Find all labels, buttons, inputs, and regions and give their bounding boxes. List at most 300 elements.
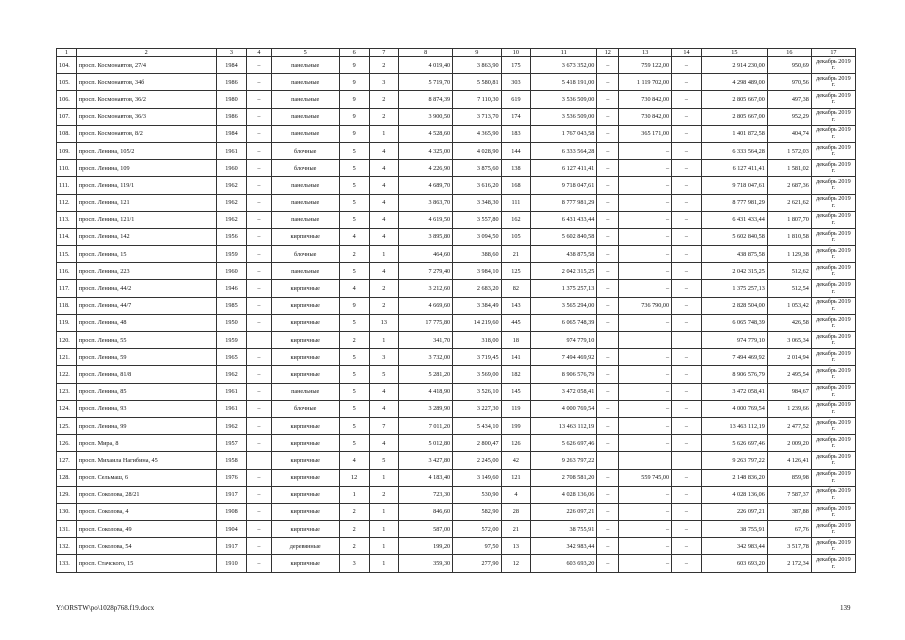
- cell-col-14: –: [672, 194, 702, 211]
- cell-owners-share: 5 602 840,58: [701, 228, 767, 245]
- cell-build-year: 1910: [216, 555, 247, 572]
- cell-living-area: 5 434,10: [453, 417, 501, 434]
- cell-deadline: декабрь 2019 г.: [811, 349, 855, 366]
- cell-wall-material: панельные: [271, 91, 339, 108]
- cell-living-area: 2 245,00: [453, 452, 501, 469]
- cell-fund-share: –: [619, 435, 672, 452]
- cell-entrances: 1: [369, 503, 399, 520]
- table-row: [57, 211, 856, 228]
- cell-col-14: –: [672, 469, 702, 486]
- cell-col-4: –: [247, 503, 271, 520]
- cell-build-year: 1986: [216, 108, 247, 125]
- cell-fund-share: –: [619, 263, 672, 280]
- cell-total-cost: 3 536 509,00: [531, 108, 597, 125]
- cell-fund-share: –: [619, 314, 672, 331]
- column-number-8: 8: [399, 49, 453, 57]
- cell-residents: 182: [501, 366, 531, 383]
- cell-wall-material: блочные: [271, 142, 339, 159]
- cell-floors: 12: [339, 469, 369, 486]
- cell-cost-per-sqm: 512,54: [767, 280, 811, 297]
- cell-floors: 9: [339, 57, 369, 74]
- cell-col-4: –: [247, 469, 271, 486]
- table-row: [57, 366, 856, 383]
- cell-floors: 9: [339, 108, 369, 125]
- table-row: [57, 452, 856, 469]
- cell-col-4: –: [247, 263, 271, 280]
- cell-wall-material: кирпичные: [271, 314, 339, 331]
- cell-owners-share: 4 298 489,00: [701, 74, 767, 91]
- cell-fund-share: –: [619, 417, 672, 434]
- cell-col-14: –: [672, 417, 702, 434]
- cell-residents: 12: [501, 555, 531, 572]
- cell-cost-per-sqm: 404,74: [767, 125, 811, 142]
- cell-col-14: –: [672, 246, 702, 263]
- cell-build-year: 1958: [216, 452, 247, 469]
- cell-col-12: –: [597, 228, 619, 245]
- cell-col-12: –: [597, 366, 619, 383]
- cell-build-year: 1904: [216, 521, 247, 538]
- cell-total-cost: 8 777 981,29: [531, 194, 597, 211]
- cell-total-cost: 8 906 576,79: [531, 366, 597, 383]
- cell-total-area: 341,70: [399, 332, 453, 349]
- cell-living-area: 3 227,30: [453, 400, 501, 417]
- cell-row-number: 120.: [57, 332, 77, 349]
- cell-floors: 5: [339, 400, 369, 417]
- cell-deadline: декабрь 2019 г.: [811, 314, 855, 331]
- cell-cost-per-sqm: 952,29: [767, 108, 811, 125]
- cell-col-14: –: [672, 57, 702, 74]
- cell-living-area: 3 713,70: [453, 108, 501, 125]
- column-number-12: 12: [597, 49, 619, 57]
- cell-cost-per-sqm: 2 687,36: [767, 177, 811, 194]
- cell-living-area: 4 365,90: [453, 125, 501, 142]
- cell-deadline: декабрь 2019 г.: [811, 469, 855, 486]
- cell-deadline: декабрь 2019 г.: [811, 555, 855, 572]
- cell-cost-per-sqm: 3 517,78: [767, 538, 811, 555]
- cell-total-cost: 9 263 797,22: [531, 452, 597, 469]
- cell-owners-share: 603 693,20: [701, 555, 767, 572]
- cell-col-12: –: [597, 74, 619, 91]
- cell-address: просп. Космонавтов, 27/4: [76, 57, 216, 74]
- cell-total-area: 4 418,90: [399, 383, 453, 400]
- cell-owners-share: 974 779,10: [701, 332, 767, 349]
- cell-owners-share: 2 148 836,20: [701, 469, 767, 486]
- cell-residents: 42: [501, 452, 531, 469]
- cell-total-area: 4 226,90: [399, 160, 453, 177]
- table-row: [57, 194, 856, 211]
- cell-col-4: –: [247, 521, 271, 538]
- cell-owners-share: 2 914 230,00: [701, 57, 767, 74]
- cell-fund-share: –: [619, 538, 672, 555]
- table-row: [57, 228, 856, 245]
- cell-build-year: 1908: [216, 503, 247, 520]
- cell-address: просп. Ленина, 121/1: [76, 211, 216, 228]
- cell-row-number: 124.: [57, 400, 77, 417]
- cell-total-cost: 342 983,44: [531, 538, 597, 555]
- cell-fund-share: –: [619, 503, 672, 520]
- cell-owners-share: 6 127 411,41: [701, 160, 767, 177]
- cell-build-year: 1965: [216, 349, 247, 366]
- cell-address: просп. Ленина, 44/7: [76, 297, 216, 314]
- cell-fund-share: –: [619, 194, 672, 211]
- cell-residents: 125: [501, 263, 531, 280]
- cell-total-area: 3 895,80: [399, 228, 453, 245]
- cell-address: просп. Ленина, 81/8: [76, 366, 216, 383]
- cell-fund-share: –: [619, 486, 672, 503]
- cell-entrances: 4: [369, 211, 399, 228]
- cell-entrances: 7: [369, 417, 399, 434]
- cell-total-cost: 4 028 136,06: [531, 486, 597, 503]
- cell-col-14: –: [672, 211, 702, 228]
- cell-col-12: [597, 332, 619, 349]
- cell-living-area: 3 875,60: [453, 160, 501, 177]
- cell-owners-share: 2 828 504,00: [701, 297, 767, 314]
- cell-cost-per-sqm: 2 495,54: [767, 366, 811, 383]
- table-row: [57, 503, 856, 520]
- column-number-9: 9: [453, 49, 501, 57]
- cell-col-14: –: [672, 177, 702, 194]
- cell-col-12: –: [597, 142, 619, 159]
- cell-residents: 119: [501, 400, 531, 417]
- cell-total-area: 3 863,70: [399, 194, 453, 211]
- cell-living-area: 388,60: [453, 246, 501, 263]
- cell-wall-material: панельные: [271, 108, 339, 125]
- cell-total-area: 4 325,00: [399, 142, 453, 159]
- cell-living-area: 3 984,10: [453, 263, 501, 280]
- cell-total-area: 846,60: [399, 503, 453, 520]
- cell-fund-share: 736 790,00: [619, 297, 672, 314]
- cell-address: просп. Космонавтов, 8/2: [76, 125, 216, 142]
- cell-deadline: декабрь 2019 г.: [811, 435, 855, 452]
- cell-fund-share: –: [619, 280, 672, 297]
- cell-build-year: 1980: [216, 91, 247, 108]
- cell-total-cost: 7 494 469,92: [531, 349, 597, 366]
- cell-living-area: 277,90: [453, 555, 501, 572]
- cell-owners-share: 2 042 315,25: [701, 263, 767, 280]
- cell-owners-share: 226 097,21: [701, 503, 767, 520]
- cell-living-area: 2 800,47: [453, 435, 501, 452]
- cell-deadline: декабрь 2019 г.: [811, 280, 855, 297]
- cell-wall-material: панельные: [271, 263, 339, 280]
- cell-cost-per-sqm: 2 621,62: [767, 194, 811, 211]
- cell-owners-share: 6 065 748,39: [701, 314, 767, 331]
- cell-col-4: –: [247, 400, 271, 417]
- cell-floors: 2: [339, 538, 369, 555]
- cell-total-area: 359,30: [399, 555, 453, 572]
- cell-build-year: 1962: [216, 417, 247, 434]
- cell-entrances: 4: [369, 400, 399, 417]
- cell-residents: 18: [501, 332, 531, 349]
- cell-row-number: 114.: [57, 228, 77, 245]
- cell-address: просп. Ленина, 85: [76, 383, 216, 400]
- table-row: [57, 383, 856, 400]
- cell-owners-share: 8 906 576,79: [701, 366, 767, 383]
- cell-col-12: –: [597, 194, 619, 211]
- cell-col-14: –: [672, 366, 702, 383]
- cell-row-number: 131.: [57, 521, 77, 538]
- cell-deadline: декабрь 2019 г.: [811, 383, 855, 400]
- cell-fund-share: –: [619, 521, 672, 538]
- cell-col-12: –: [597, 555, 619, 572]
- cell-floors: 5: [339, 314, 369, 331]
- cell-fund-share: 365 171,00: [619, 125, 672, 142]
- table-row: [57, 142, 856, 159]
- housing-register-table: [56, 48, 856, 573]
- column-number-4: 4: [247, 49, 271, 57]
- cell-living-area: 3 719,45: [453, 349, 501, 366]
- cell-col-12: –: [597, 125, 619, 142]
- cell-col-14: –: [672, 521, 702, 538]
- cell-row-number: 106.: [57, 91, 77, 108]
- cell-fund-share: 730 842,00: [619, 108, 672, 125]
- cell-col-4: –: [247, 211, 271, 228]
- cell-address: просп. Ленина, 93: [76, 400, 216, 417]
- cell-residents: 168: [501, 177, 531, 194]
- cell-floors: 2: [339, 246, 369, 263]
- cell-build-year: 1962: [216, 211, 247, 228]
- cell-row-number: 118.: [57, 297, 77, 314]
- column-number-14: 14: [672, 49, 702, 57]
- cell-row-number: 129.: [57, 486, 77, 503]
- cell-total-area: 4 183,40: [399, 469, 453, 486]
- cell-total-cost: 4 000 769,54: [531, 400, 597, 417]
- cell-living-area: 3 616,20: [453, 177, 501, 194]
- cell-deadline: декабрь 2019 г.: [811, 142, 855, 159]
- cell-col-12: –: [597, 211, 619, 228]
- cell-owners-share: 8 777 981,29: [701, 194, 767, 211]
- cell-residents: 143: [501, 297, 531, 314]
- cell-entrances: 4: [369, 435, 399, 452]
- cell-floors: 2: [339, 332, 369, 349]
- cell-total-area: 17 775,80: [399, 314, 453, 331]
- cell-col-14: –: [672, 349, 702, 366]
- cell-cost-per-sqm: 1 807,70: [767, 211, 811, 228]
- cell-wall-material: деревянные: [271, 538, 339, 555]
- cell-deadline: декабрь 2019 г.: [811, 366, 855, 383]
- table-row: [57, 417, 856, 434]
- cell-address: просп. Мира, 8: [76, 435, 216, 452]
- cell-wall-material: кирпичные: [271, 228, 339, 245]
- cell-address: просп. Ленина, 55: [76, 332, 216, 349]
- cell-col-14: –: [672, 383, 702, 400]
- table-row: [57, 521, 856, 538]
- cell-owners-share: 9 263 797,22: [701, 452, 767, 469]
- cell-build-year: 1956: [216, 228, 247, 245]
- cell-col-14: –: [672, 142, 702, 159]
- cell-cost-per-sqm: 859,98: [767, 469, 811, 486]
- cell-fund-share: –: [619, 211, 672, 228]
- table-row: [57, 314, 856, 331]
- cell-total-cost: 1 375 257,13: [531, 280, 597, 297]
- cell-fund-share: 1 119 702,00: [619, 74, 672, 91]
- cell-owners-share: 5 626 697,46: [701, 435, 767, 452]
- cell-cost-per-sqm: 1 581,02: [767, 160, 811, 177]
- cell-entrances: 4: [369, 177, 399, 194]
- cell-owners-share: 7 494 469,92: [701, 349, 767, 366]
- cell-residents: 162: [501, 211, 531, 228]
- cell-address: просп. Ленина, 59: [76, 349, 216, 366]
- cell-fund-share: [619, 332, 672, 349]
- cell-wall-material: кирпичные: [271, 486, 339, 503]
- cell-cost-per-sqm: 950,69: [767, 57, 811, 74]
- cell-cost-per-sqm: 4 126,41: [767, 452, 811, 469]
- cell-entrances: 13: [369, 314, 399, 331]
- cell-entrances: 4: [369, 228, 399, 245]
- cell-col-14: –: [672, 503, 702, 520]
- cell-owners-share: 2 805 667,00: [701, 91, 767, 108]
- cell-build-year: 1917: [216, 538, 247, 555]
- cell-row-number: 133.: [57, 555, 77, 572]
- cell-wall-material: панельные: [271, 211, 339, 228]
- cell-total-cost: 5 602 840,58: [531, 228, 597, 245]
- cell-row-number: 108.: [57, 125, 77, 142]
- cell-row-number: 119.: [57, 314, 77, 331]
- cell-living-area: 97,50: [453, 538, 501, 555]
- cell-residents: 183: [501, 125, 531, 142]
- cell-col-12: –: [597, 383, 619, 400]
- cell-entrances: 2: [369, 57, 399, 74]
- cell-row-number: 110.: [57, 160, 77, 177]
- cell-living-area: 572,00: [453, 521, 501, 538]
- cell-wall-material: кирпичные: [271, 452, 339, 469]
- cell-wall-material: кирпичные: [271, 521, 339, 538]
- document-path: Y:\ORSTW\po\1028p768.f19.docx: [56, 604, 155, 612]
- cell-build-year: 1950: [216, 314, 247, 331]
- column-number-5: 5: [271, 49, 339, 57]
- cell-deadline: декабрь 2019 г.: [811, 263, 855, 280]
- cell-floors: 4: [339, 452, 369, 469]
- cell-owners-share: 13 463 112,19: [701, 417, 767, 434]
- cell-row-number: 122.: [57, 366, 77, 383]
- cell-build-year: 1957: [216, 435, 247, 452]
- table-row: [57, 125, 856, 142]
- cell-build-year: 1946: [216, 280, 247, 297]
- cell-address: просп. Соколова, 4: [76, 503, 216, 520]
- cell-total-area: 3 212,60: [399, 280, 453, 297]
- cell-cost-per-sqm: 1 053,42: [767, 297, 811, 314]
- cell-wall-material: блочные: [271, 246, 339, 263]
- cell-col-14: [672, 452, 702, 469]
- cell-floors: 4: [339, 228, 369, 245]
- cell-col-4: –: [247, 228, 271, 245]
- table-row: [57, 469, 856, 486]
- cell-row-number: 130.: [57, 503, 77, 520]
- cell-cost-per-sqm: 2 014,94: [767, 349, 811, 366]
- cell-entrances: 3: [369, 349, 399, 366]
- cell-floors: 5: [339, 177, 369, 194]
- cell-col-12: –: [597, 469, 619, 486]
- cell-row-number: 107.: [57, 108, 77, 125]
- cell-floors: 3: [339, 555, 369, 572]
- cell-col-14: –: [672, 538, 702, 555]
- cell-cost-per-sqm: 970,56: [767, 74, 811, 91]
- cell-living-area: 318,00: [453, 332, 501, 349]
- cell-entrances: 2: [369, 108, 399, 125]
- cell-col-14: –: [672, 297, 702, 314]
- cell-fund-share: –: [619, 228, 672, 245]
- cell-total-cost: 603 693,20: [531, 555, 597, 572]
- cell-col-4: –: [247, 125, 271, 142]
- cell-living-area: 4 028,90: [453, 142, 501, 159]
- cell-deadline: декабрь 2019 г.: [811, 452, 855, 469]
- cell-row-number: 109.: [57, 142, 77, 159]
- cell-total-cost: 6 431 433,44: [531, 211, 597, 228]
- cell-address: просп. Ленина, 99: [76, 417, 216, 434]
- cell-col-12: –: [597, 314, 619, 331]
- cell-address: просп. Соколова, 54: [76, 538, 216, 555]
- cell-row-number: 104.: [57, 57, 77, 74]
- cell-total-area: 5 719,70: [399, 74, 453, 91]
- cell-col-4: –: [247, 555, 271, 572]
- column-number-17: 17: [811, 49, 855, 57]
- cell-entrances: 1: [369, 246, 399, 263]
- cell-col-12: –: [597, 349, 619, 366]
- cell-total-cost: 9 718 047,61: [531, 177, 597, 194]
- cell-col-4: –: [247, 297, 271, 314]
- cell-build-year: 1986: [216, 74, 247, 91]
- cell-col-14: –: [672, 228, 702, 245]
- cell-col-4: –: [247, 314, 271, 331]
- cell-wall-material: панельные: [271, 177, 339, 194]
- cell-col-4: [247, 332, 271, 349]
- cell-row-number: 126.: [57, 435, 77, 452]
- cell-entrances: 1: [369, 332, 399, 349]
- cell-col-14: –: [672, 314, 702, 331]
- cell-col-14: –: [672, 108, 702, 125]
- cell-residents: 105: [501, 228, 531, 245]
- cell-total-area: 723,30: [399, 486, 453, 503]
- cell-build-year: 1984: [216, 125, 247, 142]
- cell-col-12: –: [597, 538, 619, 555]
- cell-address: просп. Ленина, 142: [76, 228, 216, 245]
- cell-col-12: –: [597, 486, 619, 503]
- cell-col-4: –: [247, 57, 271, 74]
- cell-col-4: –: [247, 349, 271, 366]
- cell-total-cost: 6 127 411,41: [531, 160, 597, 177]
- cell-residents: 145: [501, 383, 531, 400]
- cell-total-cost: 6 065 748,39: [531, 314, 597, 331]
- table-row: [57, 435, 856, 452]
- cell-fund-share: –: [619, 400, 672, 417]
- cell-floors: 9: [339, 297, 369, 314]
- table-row: [57, 74, 856, 91]
- cell-living-area: 3 149,60: [453, 469, 501, 486]
- cell-address: просп. Ленина, 121: [76, 194, 216, 211]
- cell-build-year: 1984: [216, 57, 247, 74]
- cell-total-area: 3 900,50: [399, 108, 453, 125]
- cell-deadline: декабрь 2019 г.: [811, 503, 855, 520]
- cell-col-14: –: [672, 400, 702, 417]
- cell-row-number: 115.: [57, 246, 77, 263]
- cell-fund-share: [619, 452, 672, 469]
- cell-deadline: декабрь 2019 г.: [811, 91, 855, 108]
- cell-row-number: 113.: [57, 211, 77, 228]
- cell-total-area: 5 281,20: [399, 366, 453, 383]
- cell-wall-material: кирпичные: [271, 366, 339, 383]
- cell-owners-share: 38 755,91: [701, 521, 767, 538]
- cell-fund-share: 759 122,00: [619, 57, 672, 74]
- cell-build-year: 1961: [216, 142, 247, 159]
- cell-cost-per-sqm: 1 810,58: [767, 228, 811, 245]
- cell-entrances: 4: [369, 194, 399, 211]
- cell-build-year: 1976: [216, 469, 247, 486]
- cell-total-cost: 13 463 112,19: [531, 417, 597, 434]
- cell-deadline: декабрь 2019 г.: [811, 521, 855, 538]
- cell-fund-share: –: [619, 366, 672, 383]
- cell-owners-share: 438 875,58: [701, 246, 767, 263]
- cell-floors: 5: [339, 263, 369, 280]
- table-row: [57, 332, 856, 349]
